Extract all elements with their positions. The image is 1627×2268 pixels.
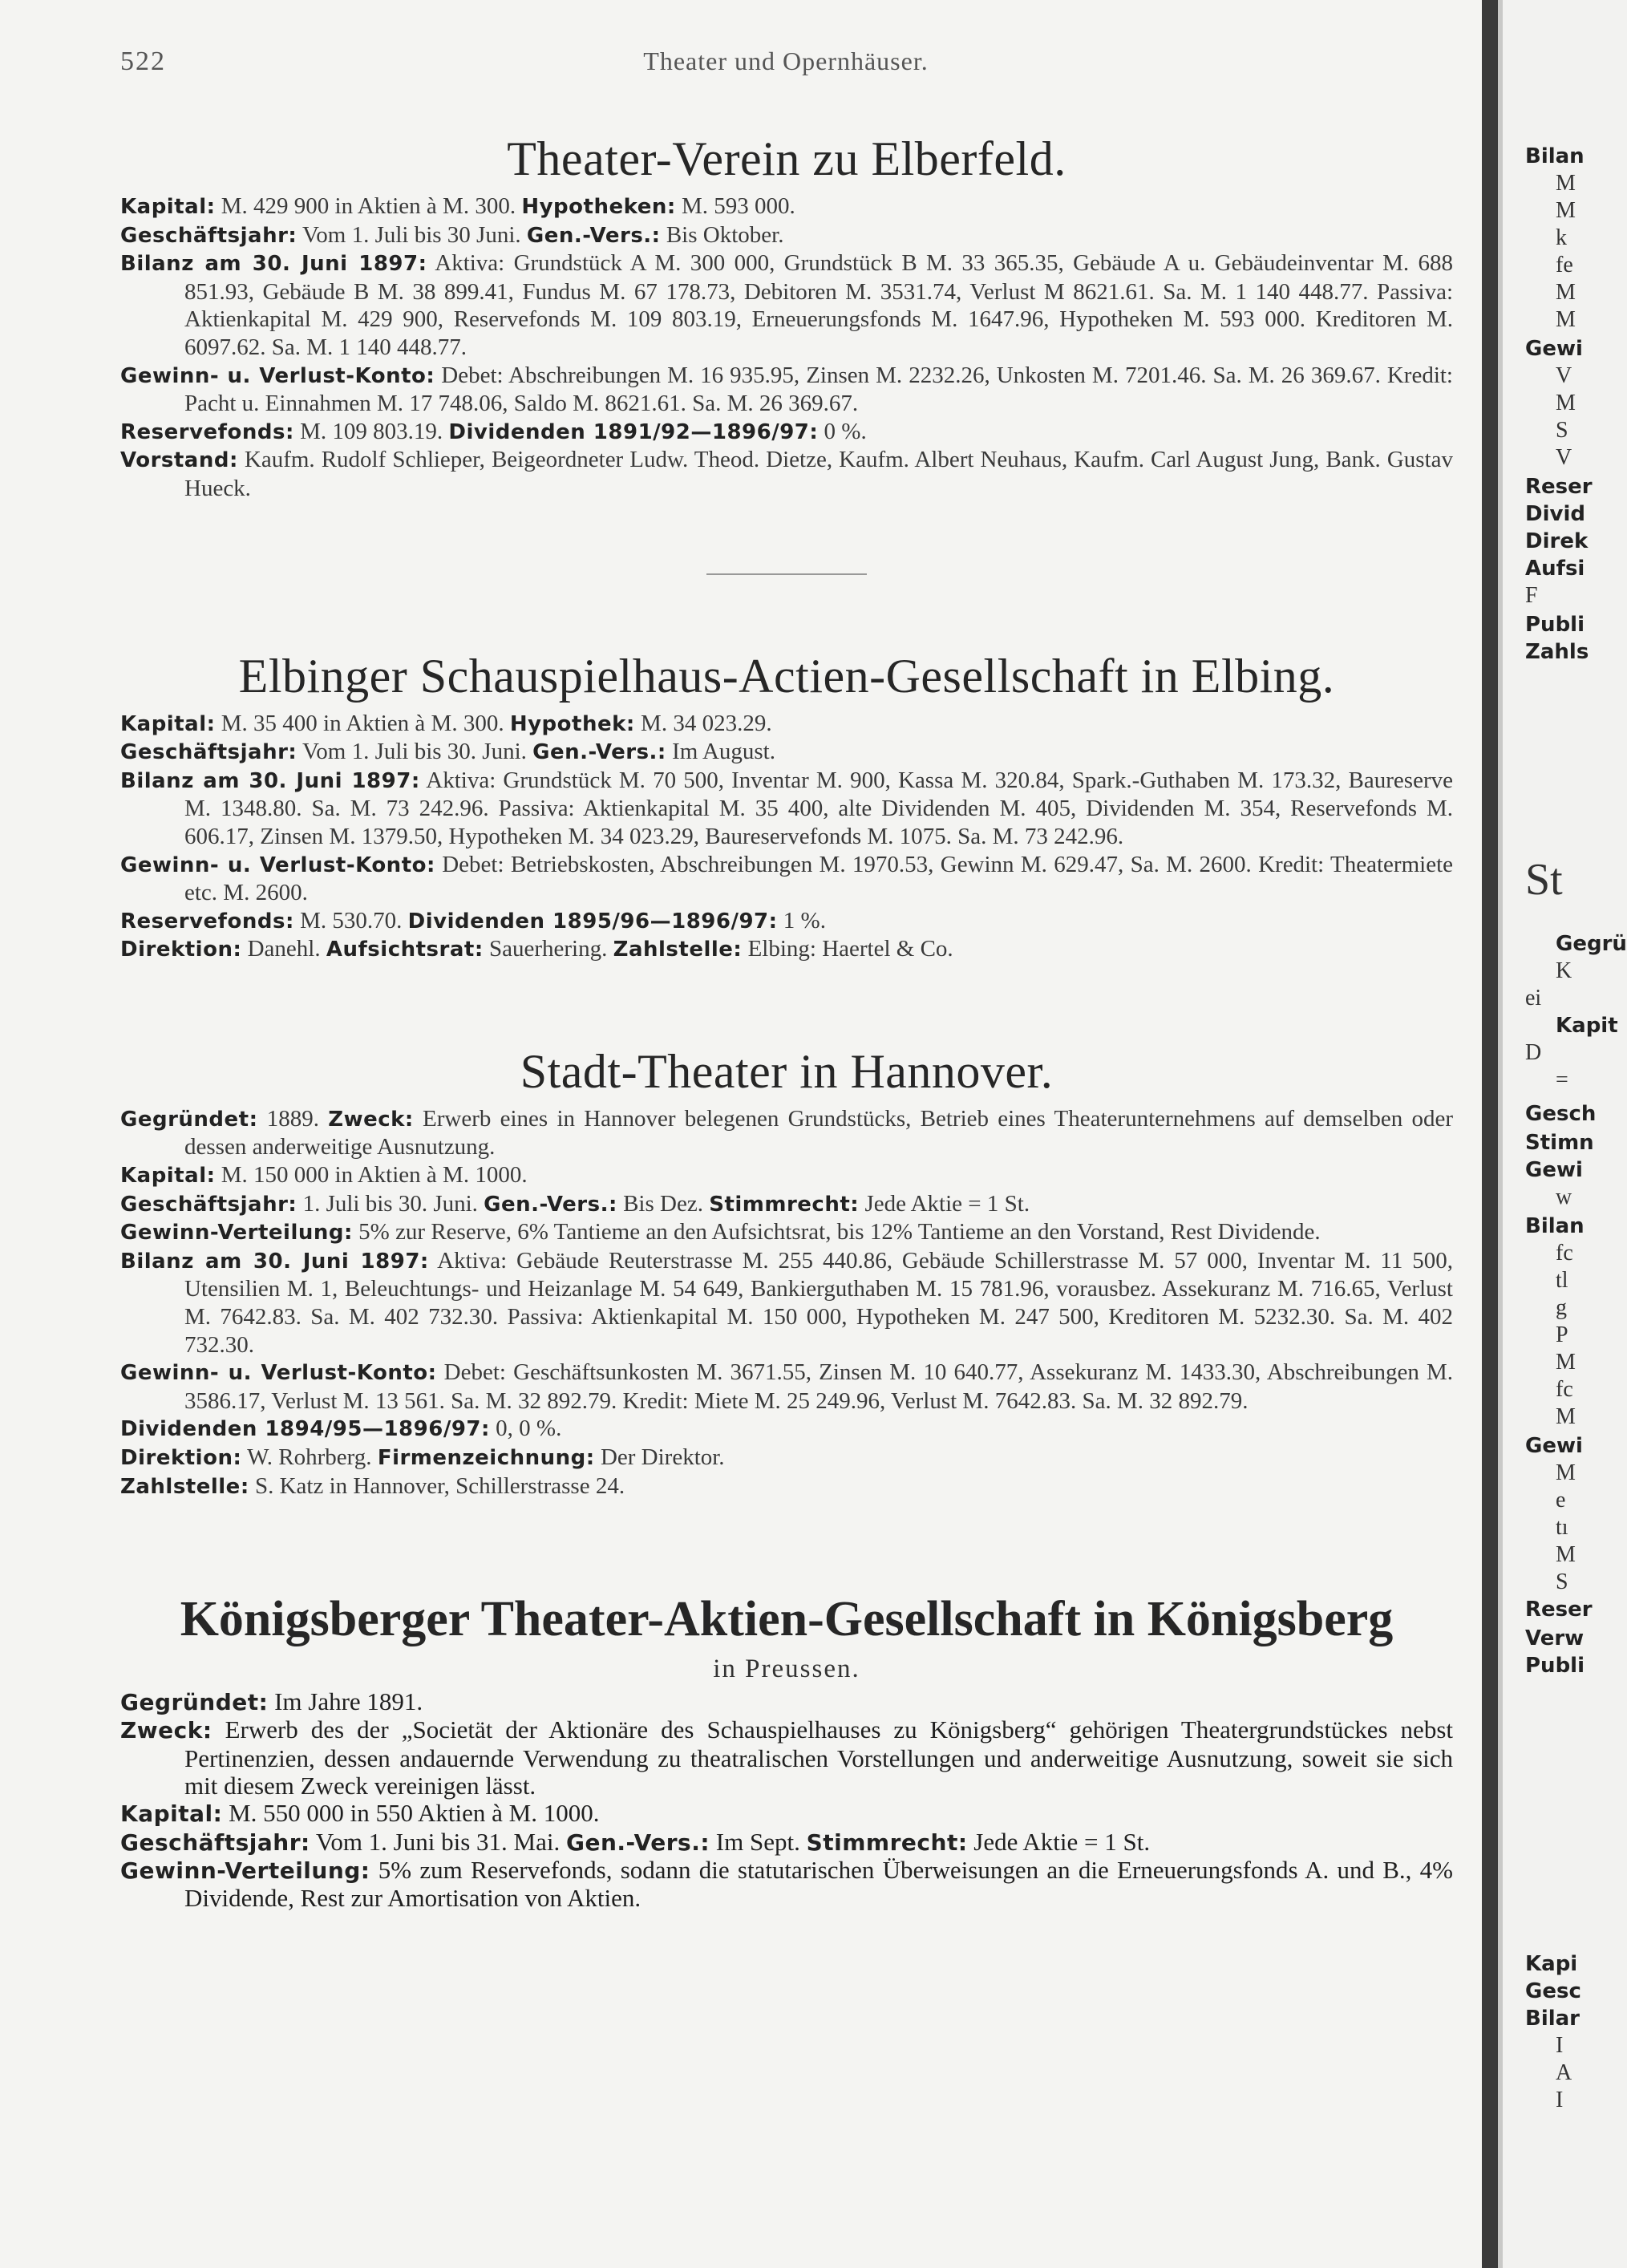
- entry-gewinn-verlust: Gewinn- u. Verlust-Konto: Debet: Abschreibungen M. 16 935.95, Zinsen M. 2232.26, Unkosten M. 7201.46. Sa. M. 26 369.67. Kredit: Pacht u. Einnahmen M. 17 748.06, Saldo M. 8621.61. Sa. M. 26 369.67.: [120, 362, 1453, 417]
- entry-kapital: Kapital: M. 35 400 in Aktien à M. 300. Hypothek: M. 34 023.29.: [120, 710, 772, 736]
- entry-gegruendet: Gegründet: Im Jahre 1891.: [120, 1687, 423, 1716]
- adjacent-page-text: Gewi: [1525, 1158, 1583, 1182]
- adjacent-page-text: w: [1556, 1185, 1572, 1209]
- entry-reservefonds: Reservefonds: M. 530.70. Dividenden 1895/96—1896/97: 1 %.: [120, 907, 826, 934]
- adjacent-page-text: Reser: [1525, 1598, 1593, 1622]
- adjacent-page-text: tl: [1556, 1268, 1568, 1293]
- adjacent-page-text: tı: [1556, 1515, 1568, 1540]
- section-subtitle: in Preussen.: [713, 1654, 860, 1684]
- adjacent-page-text: Gegrü: [1556, 932, 1627, 956]
- adjacent-page-text: V: [1556, 445, 1572, 470]
- adjacent-page-text: Bilan: [1525, 1214, 1585, 1238]
- section-title: Theater-Verein zu Elberfeld.: [507, 132, 1066, 185]
- adjacent-page-text: Gesch: [1525, 1102, 1597, 1126]
- entry-gewinn-verteilung: Gewinn-Verteilung: 5% zum Reservefonds, sodann die statutarischen Überweisungen an die Erneuerungsfonds A. und B., 4% Dividende, Rest zur Amortisation von Aktien.: [120, 1855, 1453, 1913]
- adjacent-page-text: K: [1556, 958, 1572, 983]
- adjacent-page-text: M: [1556, 1404, 1576, 1429]
- section-koenigsberg: [120, 1589, 1453, 1912]
- entry-bilanz: Bilanz am 30. Juni 1897: Aktiva: Grundstück M. 70 500, Inventar M. 900, Kassa M. 320.84, Spark.-Guthaben M. 173.32, Baureserve M. 1348.80. Sa. M. 73 242.96. Passiva: Aktienkapital M. 35 400, alte Dividenden M. 405, Dividenden M. 354, Reservefonds M. 606.17, Zinsen M. 1379.50, Hypotheken M. 34 023.29, Baureservefonds M. 1075. Sa. M. 73 242.96.: [120, 767, 1453, 849]
- adjacent-page-text: Gewi: [1525, 1434, 1583, 1458]
- adjacent-page-text: M: [1556, 1542, 1576, 1567]
- adjacent-page-text: Kapit: [1556, 1014, 1618, 1038]
- adjacent-page-text: Kapi: [1525, 1952, 1578, 1976]
- adjacent-page-text: St: [1525, 855, 1563, 905]
- entry-zahlstelle: Zahlstelle: S. Katz in Hannover, Schillerstrasse 24.: [120, 1472, 625, 1499]
- adjacent-page-text: fe: [1556, 253, 1573, 277]
- entry-geschaeftsjahr: Geschäftsjahr: Vom 1. Juli bis 30. Juni. Gen.-Vers.: Im August.: [120, 739, 775, 765]
- entry-bilanz: Bilanz am 30. Juni 1897: Aktiva: Grundstück A M. 300 000, Grundstück B M. 33 365.35, Gebäude A u. Gebäudeinventar M. 688 851.93, Gebäude B M. 38 899.41, Fundus M. 67 178.73, Debitoren M. 3531.74, Verlust M 8621.61. Sa. M. 1 140 448.77. Passiva: Aktienkapital M. 429 900, Reservefonds M. 109 803.19, Erneuerungsfonds M. 1647.96, Hypotheken M. 593 000. Kreditoren M. 6097.62. Sa. M. 1 140 448.77.: [120, 250, 1453, 360]
- adjacent-page-text: P: [1556, 1322, 1568, 1347]
- page-header: [120, 47, 1451, 88]
- entry-gewinn-verlust: Gewinn- u. Verlust-Konto: Debet: Geschäftsunkosten M. 3671.55, Zinsen M. 10 640.77, Assekuranz M. 1433.30, Abschreibungen M. 3586.17, Verlust M. 13 561. Sa. M. 32 892.79. Kredit: Miete M. 25 249.96, Verlust M. 7642.83. Sa. M. 32 892.79.: [120, 1359, 1453, 1414]
- adjacent-page-text: fc: [1556, 1377, 1573, 1402]
- section-title: Elbinger Schauspielhaus-Actien-Gesellschaft in Elbing.: [238, 649, 1335, 703]
- adjacent-page-text: ei: [1525, 986, 1542, 1010]
- adjacent-page-text: fc: [1556, 1241, 1573, 1266]
- section-hannover: [120, 1041, 1453, 1501]
- section-elbing: [120, 646, 1453, 964]
- section-elberfeld: [120, 128, 1453, 503]
- entry-reservefonds: Reservefonds: M. 109 803.19. Dividenden 1891/92—1896/97: 0 %.: [120, 418, 867, 444]
- section-spacer: [120, 964, 1453, 1041]
- entry-gegruendet: Gegründet: 1889. Zweck: Erwerb eines in Hannover belegenen Grundstücks, Betrieb eines Theaterunternehmens auf demselben oder dessen anderweitige Ausnutzung.: [120, 1105, 1454, 1160]
- adjacent-page-text: Divid: [1525, 502, 1585, 526]
- adjacent-page-text: M: [1556, 307, 1576, 332]
- entry-zweck: Zweck: Erwerb des der „Societät der Aktionäre des Schauspielhauses zu Königsberg“ gehörigen Theatergrundstückes nebst Pertinenzien, dessen andauernde Verwendung zu theatralischen Vorstellungen und anderweitige Ausnutzung, soweit sie sich mit diesem Zweck vereinigen lässt.: [120, 1715, 1453, 1800]
- adjacent-page-text: Publi: [1525, 613, 1585, 637]
- entry-direktion: Direktion: Danehl. Aufsichtsrat: Sauerhering. Zahlstelle: Elbing: Haertel & Co.: [120, 936, 953, 962]
- section-divider: [706, 573, 867, 575]
- adjacent-page-text: M: [1556, 280, 1576, 305]
- adjacent-page-text: Publi: [1525, 1654, 1585, 1678]
- adjacent-page-text: M: [1556, 198, 1576, 223]
- entry-geschaeftsjahr: Geschäftsjahr: 1. Juli bis 30. Juni. Gen.-Vers.: Bis Dez. Stimmrecht: Jede Aktie = 1 St.: [120, 1190, 1030, 1217]
- page-gutter-edge: [1498, 0, 1503, 2268]
- adjacent-page-text: Verw: [1525, 1626, 1585, 1650]
- adjacent-page-text: Reser: [1525, 475, 1593, 499]
- adjacent-page-text: Zahls: [1525, 640, 1589, 664]
- entry-geschaeftsjahr: Geschäftsjahr: Vom 1. Juli bis 30 Juni. Gen.-Vers.: Bis Oktober.: [120, 221, 784, 248]
- adjacent-page-text: M: [1556, 391, 1576, 415]
- entry-kapital: Kapital: M. 550 000 in 550 Aktien à M. 1000.: [120, 1799, 600, 1828]
- adjacent-page-text: =: [1556, 1067, 1568, 1092]
- entry-kapital: Kapital: M. 429 900 in Aktien à M. 300. Hypotheken: M. 593 000.: [120, 193, 795, 219]
- adjacent-page-text: D: [1525, 1040, 1542, 1065]
- page-number: 522: [120, 47, 166, 76]
- adjacent-page-text: V: [1556, 363, 1572, 388]
- page-gutter-shadow: [1482, 0, 1498, 2268]
- adjacent-page-text: Gewi: [1525, 337, 1583, 361]
- adjacent-page-text: I: [1556, 2088, 1564, 2112]
- running-title: Theater und Opernhäuser.: [643, 47, 929, 75]
- adjacent-page-text: S: [1556, 1569, 1568, 1594]
- entry-geschaeftsjahr: Geschäftsjahr: Vom 1. Juni bis 31. Mai. Gen.-Vers.: Im Sept. Stimmrecht: Jede Aktie = 1 St.: [120, 1827, 1151, 1856]
- adjacent-page-text: Gesc: [1525, 1979, 1581, 2003]
- section-title: Stadt-Theater in Hannover.: [520, 1044, 1054, 1098]
- adjacent-page-fragment: [1524, 0, 1627, 2268]
- entry-bilanz: Bilanz am 30. Juni 1897: Aktiva: Gebäude Reuterstrasse M. 255 440.86, Gebäude Schillerstrasse M. 57 000, Inventar M. 11 500, Utensilien M. 1, Beleuchtungs- und Heizanlage M. 54 649, Bankierguthaben M. 15 781.96, vorausbez. Assekuranz M. 716.65, Verlust M. 7642.83. Sa. M. 402 732.30. Passiva: Aktienkapital M. 150 000, Hypotheken M. 247 500, Kreditoren M. 5232.30. Sa. M. 402 732.30.: [120, 1247, 1453, 1358]
- adjacent-page-text: Aufsi: [1525, 557, 1585, 581]
- adjacent-page-text: S: [1556, 418, 1568, 443]
- adjacent-page-text: Direk: [1525, 529, 1589, 553]
- adjacent-page-text: Bilar: [1525, 2007, 1580, 2031]
- entry-gewinn-verlust: Gewinn- u. Verlust-Konto: Debet: Betriebskosten, Abschreibungen M. 1970.53, Gewinn M. 629.47, Sa. M. 2600. Kredit: Theatermiete etc. M. 2600.: [120, 851, 1453, 906]
- section-spacer: [120, 1501, 1453, 1589]
- entry-gewinn-verteilung: Gewinn-Verteilung: 5% zur Reserve, 6% Tantieme an den Aufsichtsrat, bis 12% Tantieme an den Vorstand, Rest Dividende.: [120, 1219, 1321, 1245]
- adjacent-page-text: I: [1556, 2033, 1564, 2058]
- adjacent-page-text: Stimn: [1525, 1131, 1594, 1155]
- section-title: Königsberger Theater-Aktien-Gesellschaft in Königsberg: [180, 1592, 1394, 1647]
- adjacent-page-text: g: [1556, 1295, 1567, 1320]
- entry-dividenden: Dividenden 1894/95—1896/97: 0, 0 %.: [120, 1415, 562, 1442]
- adjacent-page-text: e: [1556, 1488, 1566, 1513]
- entry-direktion: Direktion: W. Rohrberg. Firmenzeichnung: Der Direktor.: [120, 1444, 725, 1470]
- adjacent-page-text: k: [1556, 225, 1567, 250]
- entry-kapital: Kapital: M. 150 000 in Aktien à M. 1000.: [120, 1162, 528, 1189]
- entry-vorstand: Vorstand: Kaufm. Rudolf Schlieper, Beigeordneter Ludw. Theod. Dietze, Kaufm. Albert Neuhaus, Kaufm. Carl August Jung, Bank. Gustav Hueck.: [120, 447, 1453, 501]
- adjacent-page-text: M: [1556, 1350, 1576, 1375]
- adjacent-page-text: F: [1525, 583, 1538, 608]
- adjacent-page-text: M: [1556, 171, 1576, 196]
- adjacent-page-text: M: [1556, 1460, 1576, 1485]
- adjacent-page-text: A: [1556, 2060, 1572, 2085]
- main-column: [120, 128, 1453, 1913]
- adjacent-page-text: Bilan: [1525, 144, 1585, 168]
